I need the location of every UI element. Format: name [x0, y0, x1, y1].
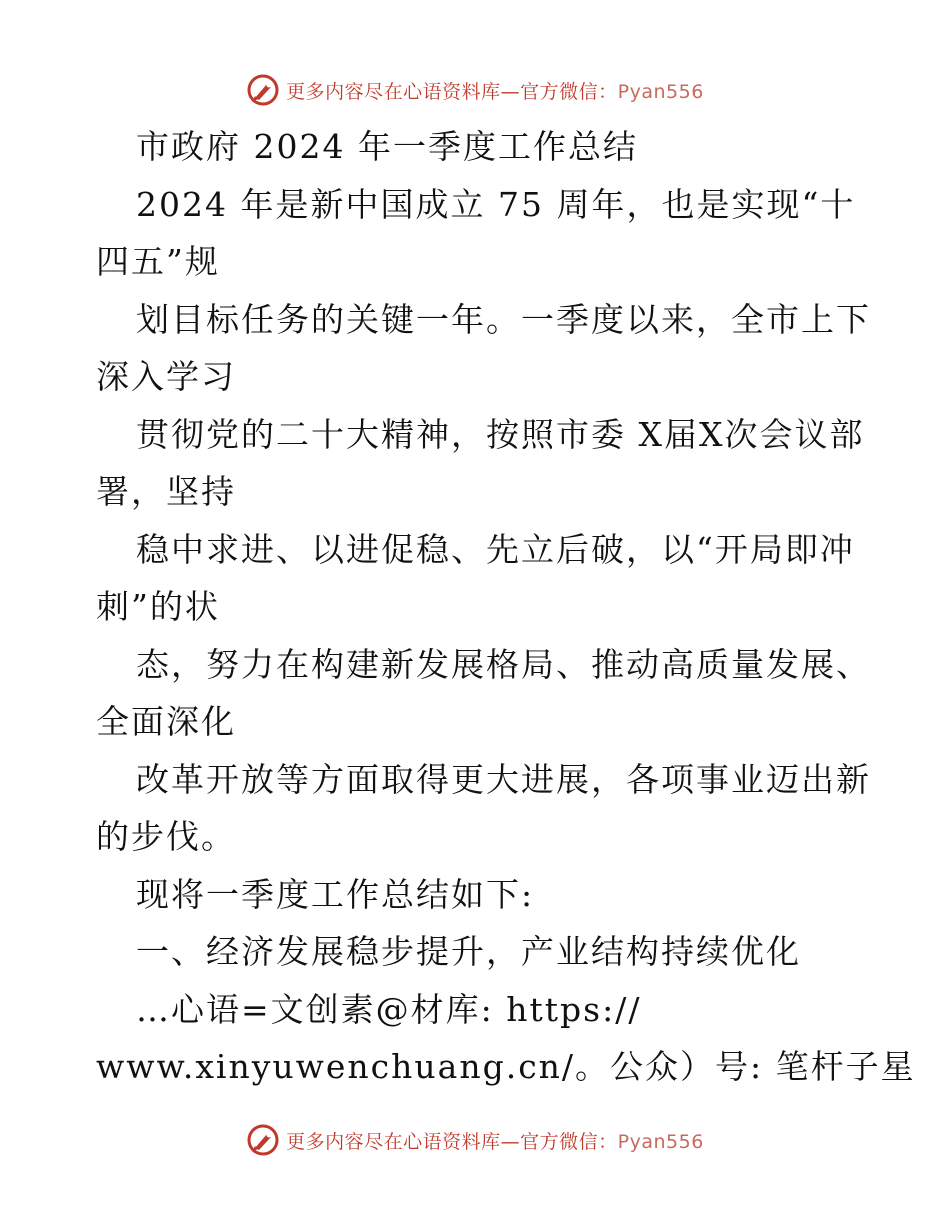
doc-line: 2024 年是新中国成立 75 周年，也是实现“十	[136, 184, 856, 224]
doc-line: 态，努力在构建新发展格局、推动高质量发展、	[136, 644, 871, 684]
doc-line: 的步伐。	[96, 817, 236, 856]
header-wechat-id: Pyan556	[617, 80, 704, 103]
footer-banner	[0, 1120, 950, 1160]
doc-line: 改革开放等方面取得更大进展，各项事业迈出新	[136, 759, 871, 799]
doc-line: 划目标任务的关键一年。一季度以来，全市上下	[136, 299, 871, 339]
header-banner-text: 更多内容尽在心语资料库—官方微信：Pyan556	[286, 80, 704, 103]
doc-line: 现将一季度工作总结如下:	[136, 874, 535, 914]
doc-line: 贯彻党的二十大精神，按照市委 X届X次会议部	[136, 414, 865, 454]
doc-line: 四五”规	[96, 242, 220, 281]
footer-wechat-id: Pyan556	[617, 1130, 704, 1153]
footer-banner-text: 更多内容尽在心语资料库—官方微信：Pyan556	[286, 1130, 704, 1153]
doc-line: 全面深化	[96, 702, 236, 741]
doc-line: 稳中求进、以进促稳、先立后破，以“开局即冲	[136, 529, 855, 569]
doc-title: 市政府 2024 年一季度工作总结	[136, 127, 638, 166]
doc-line: 刺”的状	[96, 587, 220, 626]
doc-line: www.xinyuwenchuang.cn/。公众）号: 笔杆子星	[96, 1047, 916, 1086]
pen-logo-icon	[246, 73, 280, 107]
doc-line: …心语=文创素@材库: https://	[136, 989, 642, 1029]
doc-line: 署，坚持	[96, 472, 236, 511]
document-body	[96, 118, 916, 1096]
section-heading: 一、经济发展稳步提升，产业结构持续优化	[136, 932, 801, 971]
doc-line: 深入学习	[96, 357, 236, 396]
header-banner	[0, 70, 950, 110]
pen-logo-icon	[246, 1123, 280, 1157]
